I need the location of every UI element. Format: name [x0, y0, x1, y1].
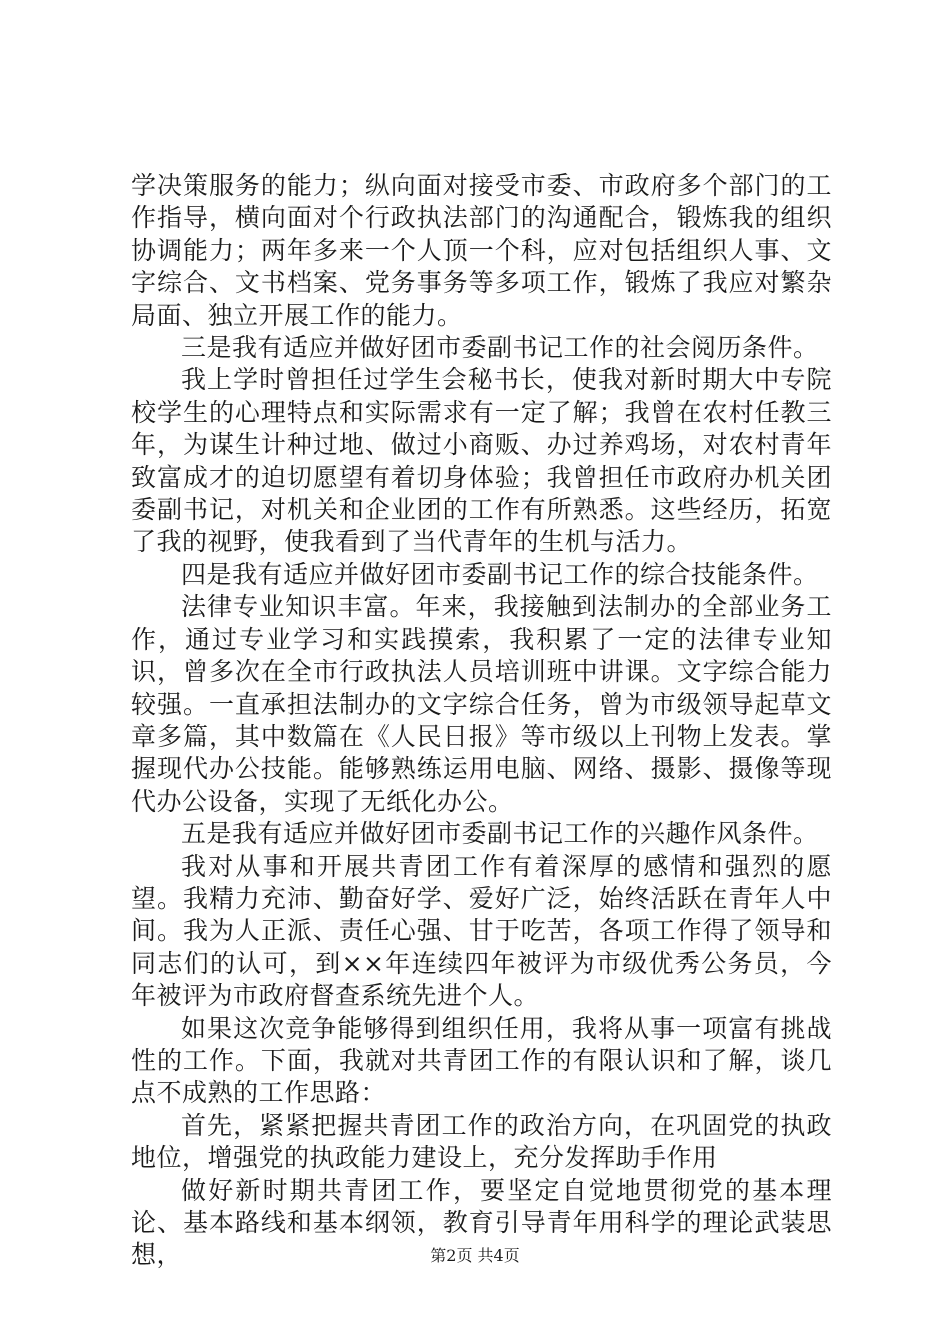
paragraph-3: 我上学时曾担任过学生会秘书长，使我对新时期大中专院校学生的心理特点和实际需求有一定了解；我曾在农村任教三年，为谋生计种过地、做过小商贩、办过养鸡场，对农村青年致富成才的迫切愿望有着切身体验；我曾担任市政府办机关团委副书记，对机关和企业团的工作有所熟悉。这些经历，拓宽了我的视野，使我看到了当代青年的生机与活力。	[131, 365, 832, 557]
paragraph-4: 四是我有适应并做好团市委副书记工作的综合技能条件。	[181, 559, 819, 589]
document-body	[131, 170, 832, 1272]
paragraph-2: 三是我有适应并做好团市委副书记工作的社会阅历条件。	[181, 333, 819, 363]
paragraph-8: 如果这次竞争能够得到组织任用，我将从事一项富有挑战性的工作。下面，我就对共青团工作的有限认识和了解，谈几点不成熟的工作思路：	[131, 1013, 832, 1108]
paragraph-10: 做好新时期共青团工作，要坚定自觉地贯彻党的基本理论、基本路线和基本纲领，教育引导青年用科学的理论武装思想，	[131, 1175, 832, 1270]
paragraph-6: 五是我有适应并做好团市委副书记工作的兴趣作风条件。	[181, 819, 819, 849]
page-number-footer: 第2页 共4页	[430, 1246, 520, 1265]
paragraph-5: 法律专业知识丰富。年来，我接触到法制办的全部业务工作，通过专业学习和实践摸索，我积累了一定的法律专业知识，曾多次在全市行政执法人员培训班中讲课。文字综合能力较强。一直承担法制办的文字综合任务，曾为市级领导起草文章多篇，其中数篇在《人民日报》等市级以上刊物上发表。掌握现代办公技能。能够熟练运用电脑、网络、摄影、摄像等现代办公设备，实现了无纸化办公。	[131, 592, 832, 816]
paragraph-1: 学决策服务的能力；纵向面对接受市委、市政府多个部门的工作指导，横向面对个行政执法部门的沟通配合，锻炼我的组织协调能力；两年多来一个人顶一个科，应对包括组织人事、文字综合、文书档案、党务事务等多项工作，锻炼了我应对繁杂局面、独立开展工作的能力。	[131, 171, 832, 330]
paragraph-7: 我对从事和开展共青团工作有着深厚的感情和强烈的愿望。我精力充沛、勤奋好学、爱好广泛，始终活跃在青年人中间。我为人正派、责任心强、甘于吃苦，各项工作得了领导和同志们的认可，到××年连续四年被评为市级优秀公务员，今年被评为市政府督查系统先进个人。	[131, 851, 832, 1011]
paragraph-9: 首先，紧紧把握共青团工作的政治方向，在巩固党的执政地位，增强党的执政能力建设上，充分发挥助手作用	[131, 1110, 832, 1173]
